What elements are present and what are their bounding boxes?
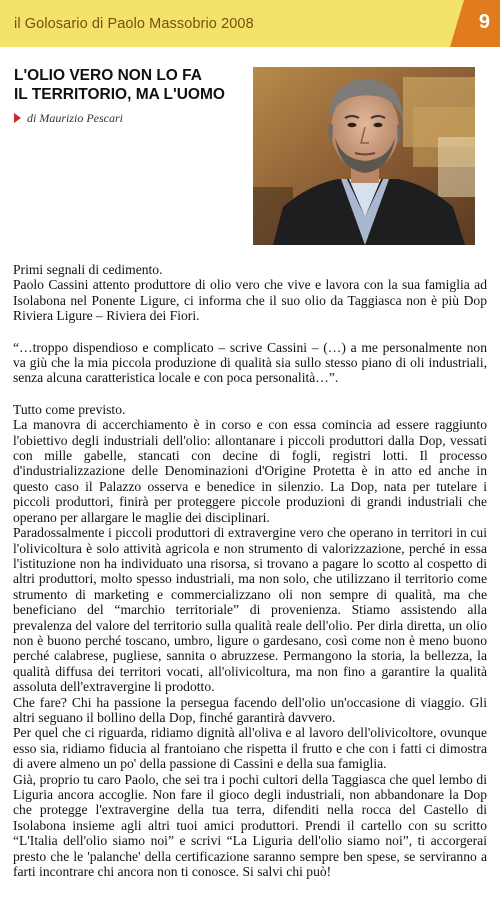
headline-line: IL TERRITORIO, MA L'UOMO (14, 86, 225, 103)
paragraph: Già, proprio tu caro Paolo, che sei tra i pochi cultori della Taggiasca che quel lembo di Liguria ancora accoglie. Non fare il gioco degli industriali, non abbandonare la Dop che protegge l'extravergine della tua terra, difenditi nella rocca del Castello di Isolabona insieme agli altri tuoi amici produttori. Prendi il cartello con su scritto “L'Italia dell'olio siamo noi” e scrivi “La Liguria dell'olio siamo noi”, ti accorgerai presto che le 'palanche' della certificazione saranno sempre ben spese, se serviranno a farti incontrare chi ancora non ti conosce. Si salvi chi può! (13, 771, 487, 880)
paragraph: La manovra di accerchiamento è in corso e con essa comincia ad essere raggiunto l'obiettivo degli industriali dell'olio: allontanare i piccoli produttori dalla Dop, vessati con mille gabelle, stancati con decine di fogli, registri lotti. Il processo d'industrializzazione delle Denominazioni d'Origine Protetta è in atto ed anche in questo caso il Palazzo osserva e benedice in silenzio. La Dop, nata per tutelare i piccoli produttori, finirà per proteggere piccole produzioni di grandi industriali che operano per allargare le maglie dei disciplinari. (13, 417, 487, 525)
paragraph: Paolo Cassini attento produttore di olio vero che vive e lavora con la sua famiglia ad Isolabona nel Ponente Ligure, ci informa che il suo olio da Taggiasca non è più Dop Riviera Ligure – Riviera dei Fiori. (13, 277, 487, 324)
red-arrow-icon (14, 113, 21, 123)
byline (14, 111, 123, 126)
publication-title: il Golosario di Paolo Massobrio 2008 (14, 16, 254, 32)
quote-paragraph: “…troppo dispendioso e complicato – scrive Cassini – (…) a me personalmente non va giù che la mia piccola produzione di qualità sia sullo stesso piano di oli industriali, senza alcuna caratteristica locale e con poca personalità…”. (13, 339, 487, 386)
paragraph: Che fare? Chi ha passione la persegua facendo dell'olio un'occasione di viaggio. Gli altri seguano il bollino della Dop, finché garantirà davvero. (13, 694, 487, 725)
page-number-tab (450, 0, 500, 47)
article-headline (14, 66, 244, 104)
page-number: 9 (478, 11, 490, 33)
paragraph: Per quel che ci riguarda, ridiamo dignità all'oliva e al lavoro dell'olivicoltore, ovunque esso sia, ridiamo fiducia al frantoiano che rispetta il frutto e che con i fatti ci dimostra di avere almeno un po' della passione di Cassini e della sua famiglia. (13, 725, 487, 772)
article-body (13, 262, 487, 879)
byline-text: di Maurizio Pescari (27, 111, 123, 125)
paragraph: Tutto come previsto. (13, 401, 126, 417)
header-band (0, 0, 500, 47)
headline-line: L'OLIO VERO NON LO FA (14, 67, 202, 84)
paragraph: Paradossalmente i piccoli produttori di extravergine vero che operano in territori in cui l'olivicoltura è solo attività agricola e non strumento di valorizzazione, perché in essa l'istituzione non ha individuato una risorsa, si trovano a pagare lo scotto al cospetto di altri produttori, molto spesso industriali, ma non solo, che utilizzano il territorio come strumento di marketing e commercializzano oli non sempre di qualità, ma che beneficiano del “marchio territoriale” di provenienza. Stiamo assistendo alla prevalenza del valore del territorio sulla qualità reale dell'olio. Per dirla diretta, un olio non è buono perché toscano, umbro, ligure o gardesano, così come non è meno buono perché calabrese, pugliese, sannita o abruzzese. Permangono la storia, la bellezza, la qualità diffusa dei territori vocati, all'olivicoltura, ma non fino a garantire la qualità assoluta dell'extravergine li prodotto. (13, 525, 487, 695)
paragraph: Primi segnali di cedimento. (13, 262, 163, 277)
author-photo (253, 67, 475, 245)
